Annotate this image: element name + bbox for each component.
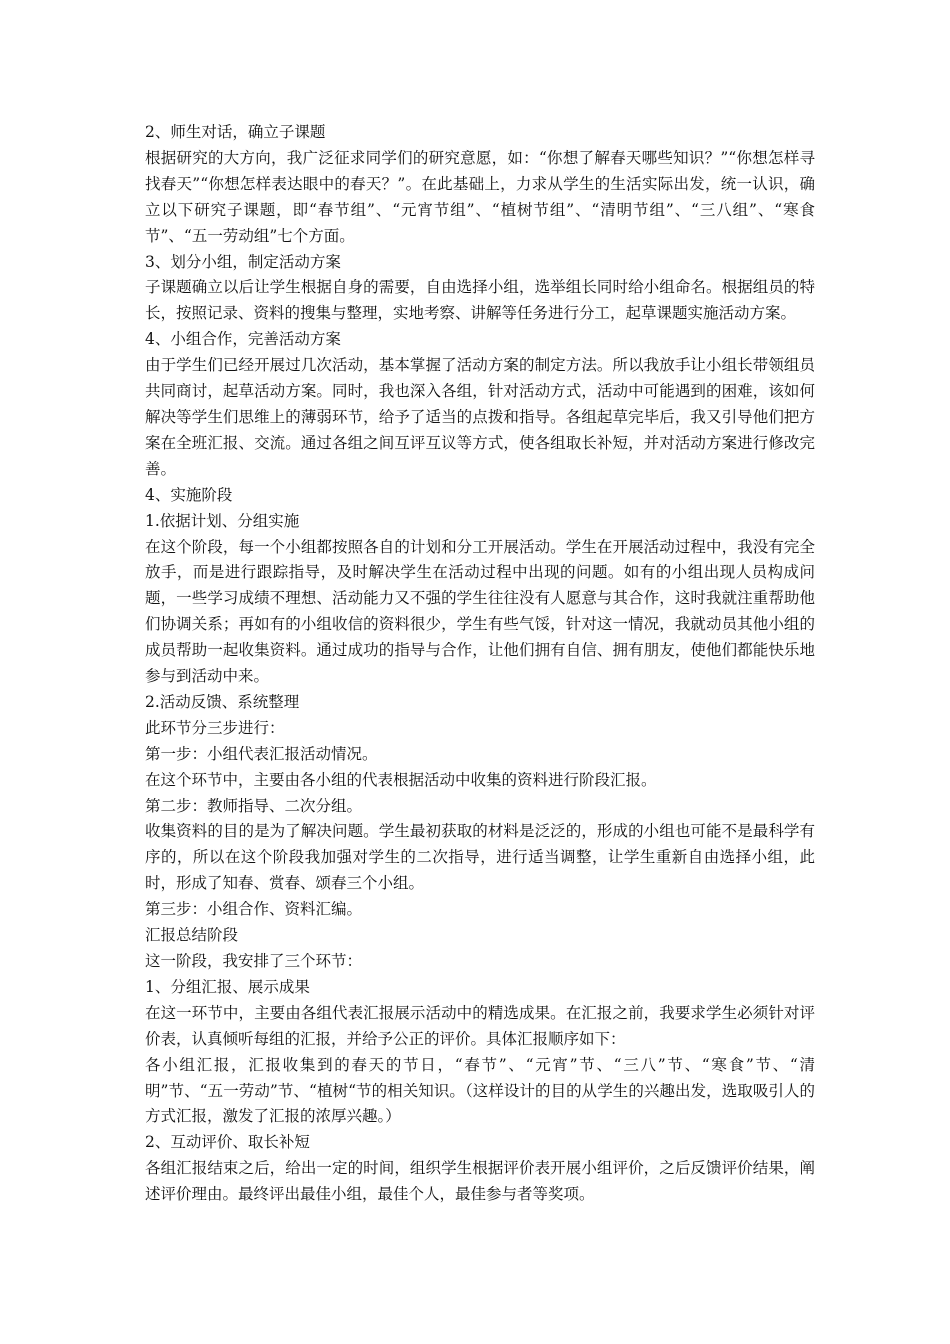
section-heading: 4、实施阶段: [145, 485, 233, 504]
paragraph: 在这个环节中，主要由各小组的代表根据活动中收集的资料进行阶段汇报。: [145, 770, 657, 789]
section-heading: 汇报总结阶段: [145, 926, 239, 945]
document-page: [145, 120, 815, 1208]
subsection-heading: 2、互动评价、取长补短: [145, 1133, 310, 1152]
paragraph: 各小组汇报，汇报收集到的春天的节日，“春节”、“元宵”节、“三八”节、“寒食”节、“清明”节、“五一劳动”节、“植树“节的相关知识。（这样设计的目的从学生的兴趣出发，选取吸引人的方式汇报，激发了汇报的浓厚兴趣。）: [145, 1055, 815, 1126]
paragraph: 由于学生们已经开展过几次活动，基本掌握了活动方案的制定方法。所以我放手让小组长带领组员共同商讨，起草活动方案。同时，我也深入各组，针对活动方式，活动中可能遇到的困难，该如何解决等学生们思维上的薄弱环节，给予了适当的点拨和指导。各组起草完毕后，我又引导他们把方案在全班汇报、交流。通过各组之间互评互议等方式，使各组取长补短，并对活动方案进行修改完善。: [145, 356, 815, 478]
step-heading: 第一步：小组代表汇报活动情况。: [145, 744, 378, 763]
subsection-heading: 1.依据计划、分组实施: [145, 511, 300, 530]
paragraph: 在这一环节中，主要由各组代表汇报展示活动中的精选成果。在汇报之前，我要求学生必须针对评价表，认真倾听每组的汇报，并给予公正的评价。具体汇报顺序如下：: [145, 1003, 815, 1048]
paragraph: 这一阶段，我安排了三个环节：: [145, 952, 363, 970]
paragraph: 在这个阶段，每一个小组都按照各自的计划和分工开展活动。学生在开展活动过程中，我没有完全放手，而是进行跟踪指导，及时解决学生在活动过程中出现的问题。如有的小组出现人员构成问题，一些学习成绩不理想、活动能力又不强的学生往往没有人愿意与其合作，这时我就注重帮助他们协调关系；再如有的小组收信的资料很少，学生有些气馁，针对这一情况，我就动员其他小组的成员帮助一起收集资料。通过成功的指导与合作，让他们拥有自信、拥有朋友，使他们都能快乐地参与到活动中来。: [145, 537, 815, 686]
section-heading: 3、划分小组，制定活动方案: [145, 252, 341, 271]
paragraph: 根据研究的大方向，我广泛征求同学们的研究意愿，如：“你想了解春天哪些知识？”“你想怎样寻找春天”“你想怎样表达眼中的春天？”。在此基础上，力求从学生的生活实际出发，统一认识，确立以下研究子课题，即“春节组”、“元宵节组”、“植树节组”、“清明节组”、“三八组”、“寒食节”、“五一劳动组”七个方面。: [145, 148, 815, 245]
section-heading: 4、小组合作，完善活动方案: [145, 330, 341, 349]
section-heading: 2、师生对话，确立子课题: [145, 123, 326, 141]
paragraph: 收集资料的目的是为了解决问题。学生最初获取的材料是泛泛的，形成的小组也可能不是最科学有序的，所以在这个阶段我加强对学生的二次指导，进行适当调整，让学生重新自由选择小组，此时，形成了知春、赏春、颂春三个小组。: [145, 822, 815, 893]
paragraph: 各组汇报结束之后，给出一定的时间，组织学生根据评价表开展小组评价，之后反馈评价结果，阐述评价理由。最终评出最佳小组，最佳个人，最佳参与者等奖项。: [145, 1159, 815, 1204]
paragraph: 子课题确立以后让学生根据自身的需要，自由选择小组，选举组长同时给小组命名。根据组员的特长，按照记录、资料的搜集与整理，实地考察、讲解等任务进行分工，起草课题实施活动方案。: [145, 278, 815, 323]
subsection-heading: 1、分组汇报、展示成果: [145, 977, 310, 996]
paragraph: 此环节分三步进行：: [145, 718, 285, 737]
step-heading: 第三步：小组合作、资料汇编。: [145, 900, 363, 919]
subsection-heading: 2.活动反馈、系统整理: [145, 692, 300, 711]
step-heading: 第二步：教师指导、二次分组。: [145, 796, 363, 815]
